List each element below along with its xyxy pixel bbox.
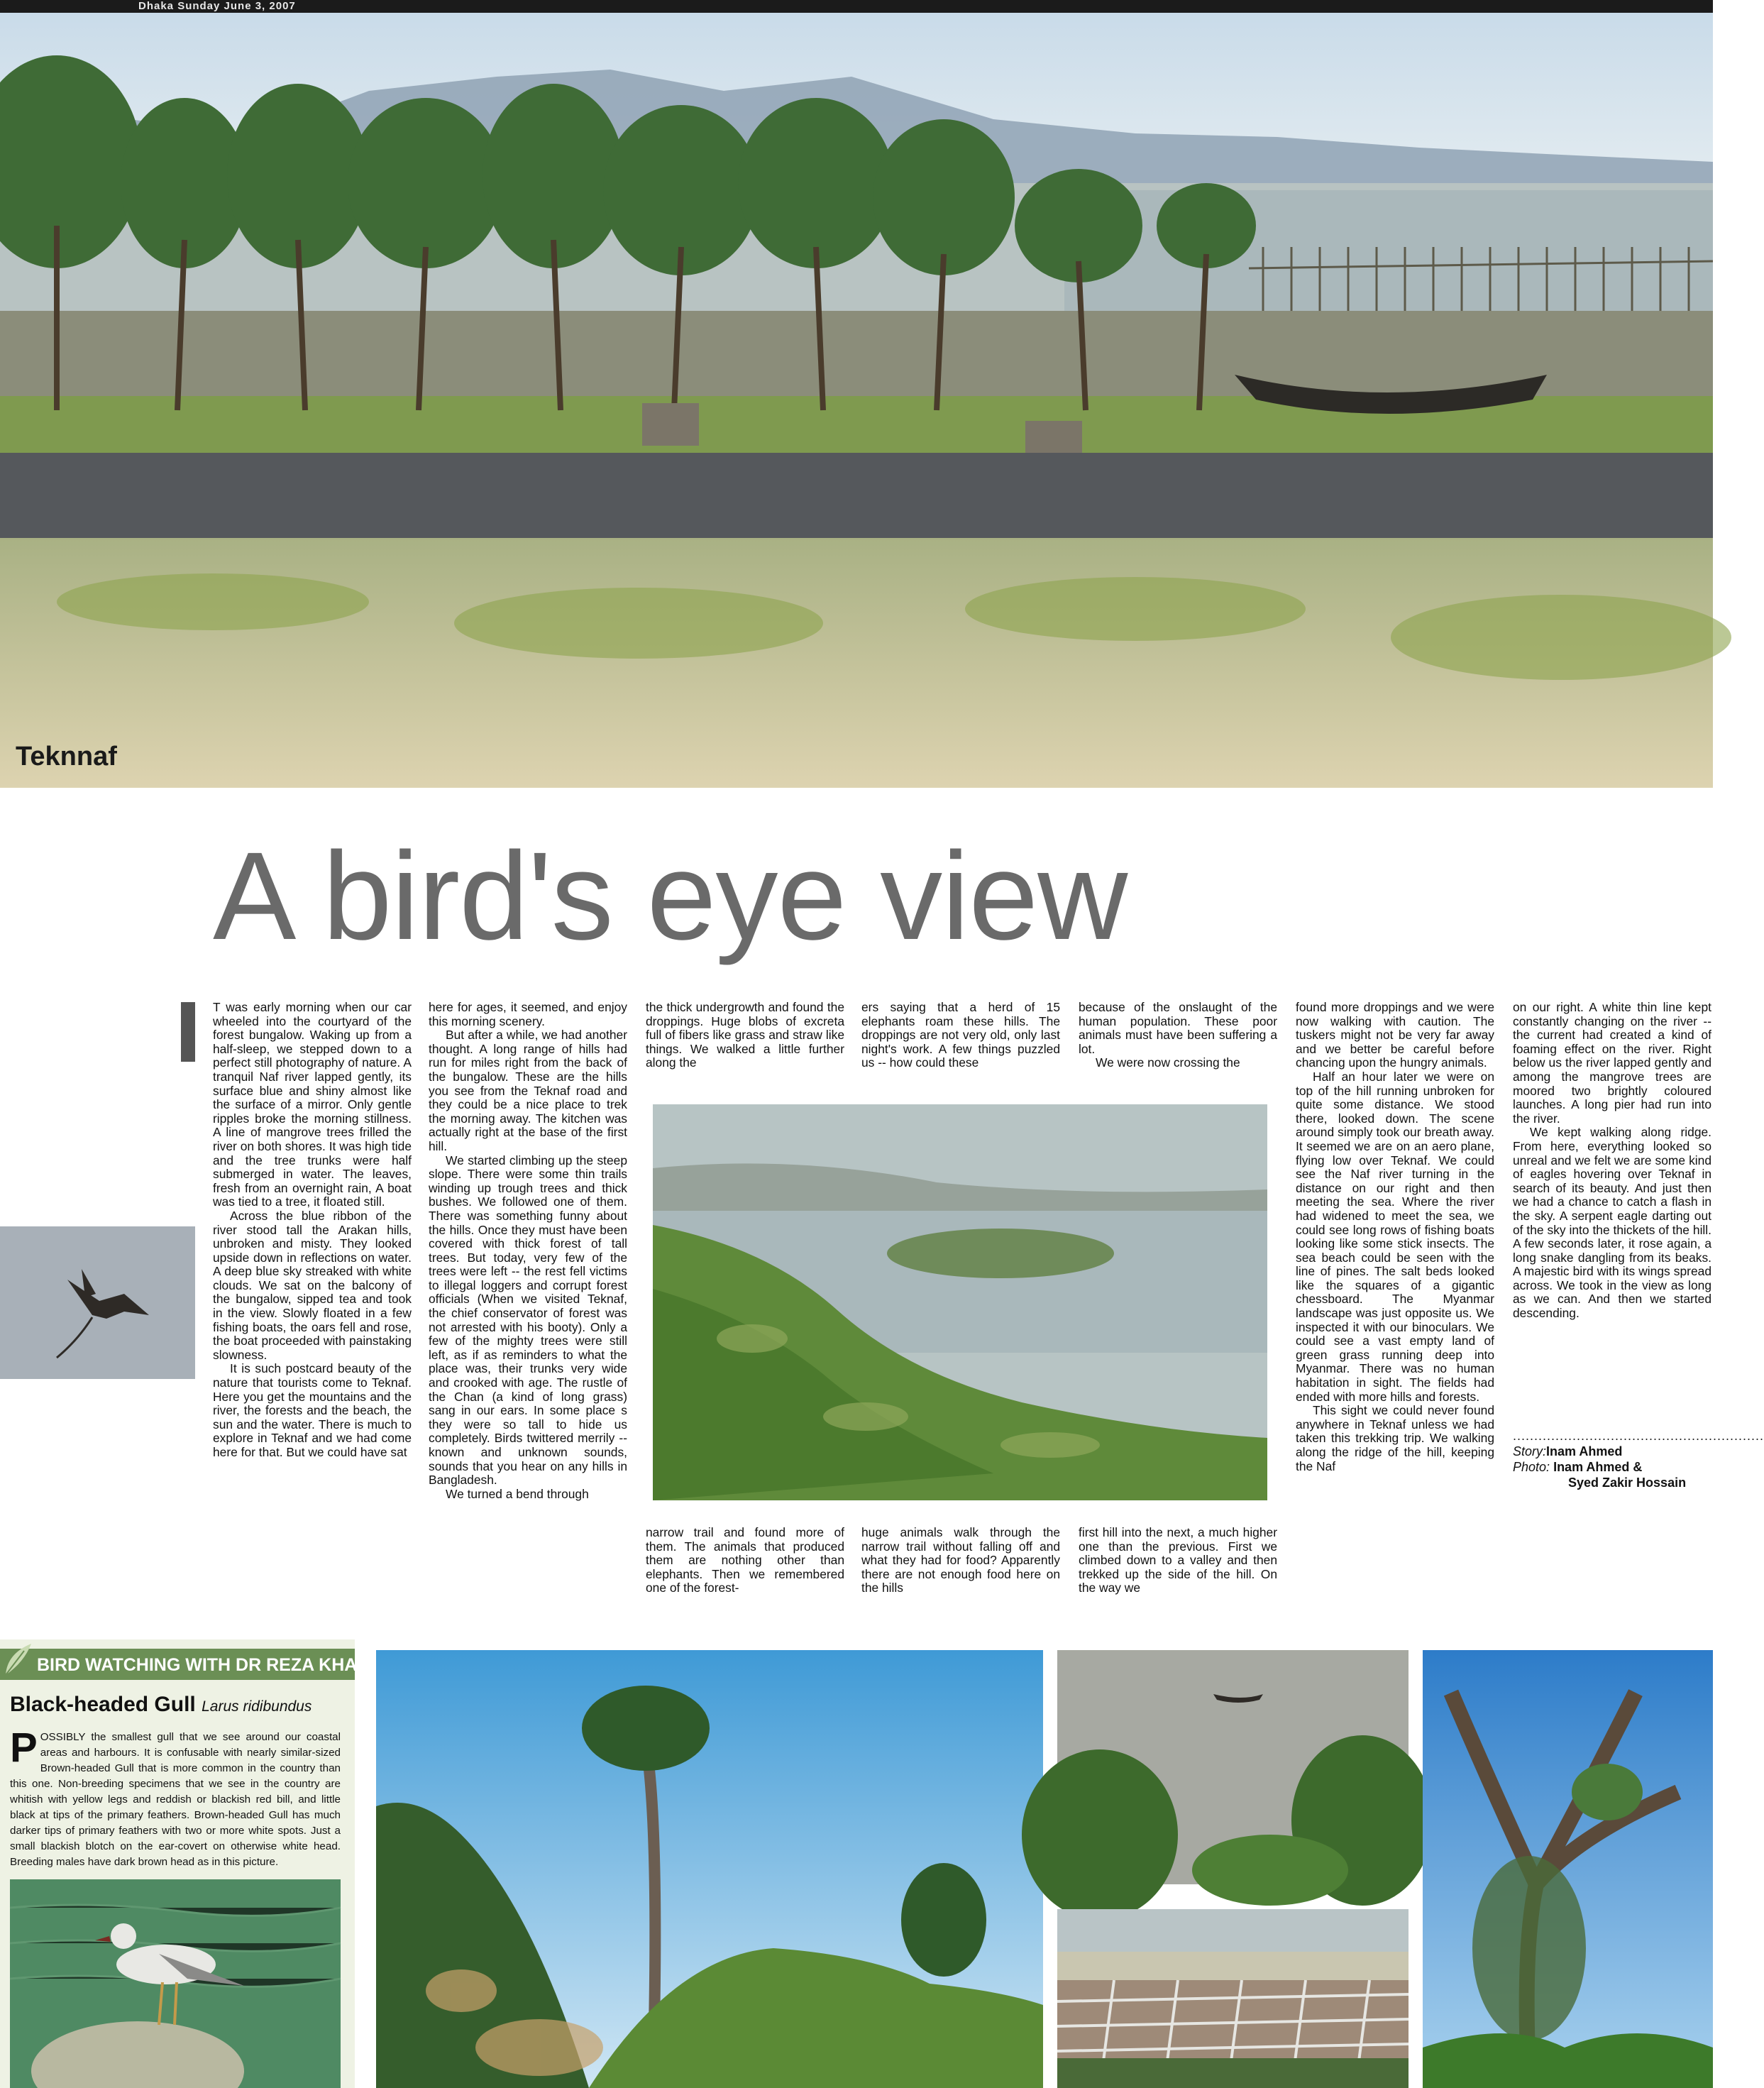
story-label: Story: bbox=[1513, 1444, 1547, 1458]
article-paragraph: Across the blue ribbon of the river stood tall the Arakan hills, unbroken and misty. They looked upside down in reflections on water. A deep blue sky streaked with white clouds. We sat on the balcony of the bungalow, sipped tea and took in the view. Slowly floated in a few fishing boats, the oars fell and rose, the boat proceeded with painstaking slowness. bbox=[213, 1208, 412, 1362]
bird-description-text: OSSIBLY the smallest gull that we see around our coastal areas and harbours. It is confusable with nearly similar-sized Brown-headed Gull that is more common in the country than this one. Non-breeding specimens that we see in the country are whitish with yellow legs and reddish or blackish red bill, and little black at tips of the primary feathers. Brown-headed Gull has much darker tips of primary feathers with two or more white spots. Just a small blackish blotch on the ear-covert on otherwise white head. Breeding males have dark brown head as in this picture. bbox=[10, 1731, 341, 1868]
dateline: Dhaka Sunday June 3, 2007 bbox=[138, 0, 296, 12]
serpent-eagle-photo bbox=[0, 1226, 195, 1379]
river-view-photo bbox=[653, 1104, 1267, 1500]
article-column-7 bbox=[1513, 1001, 1711, 1321]
article-paragraph: Half an hour later we were on top of the hill running unbroken for quite some distance. We stood there, looked down. The scene around simply took our breath away. It seemed we are on an aero plane, flying low over Teknaf. We could see the Naf river turning in the distance on our right and then meeting the sea. Where the river had widened to meet the sea, we could see long rows of fishing boats looking like some stick insects. The sea beach could be seen with the line of pines. The salt beds looked like the squares of a gigantic chessboard. The Myanmar landscape was just opposite us. We inspected it with our binoculars. We could see a vast empty land of green grass running deep into Myanmar. There was no human habitation in sight. The fields had ended with more hills and forests. bbox=[1296, 1069, 1494, 1404]
salt-beds-icon bbox=[1057, 1909, 1409, 2088]
bird-description bbox=[10, 1725, 341, 1870]
gull-photo bbox=[10, 1879, 341, 2088]
article-column-5 bbox=[1079, 1001, 1277, 1070]
article-column-3-lower bbox=[646, 1526, 844, 1595]
article-paragraph: on our right. A white thin line kept constantly changing on the river -- the current had created a kind of foaming effect on the river. Right below us the river lapped gently and among the mangrove trees are moored two brightly coloured launches. A long pier had run into the river. bbox=[1513, 1000, 1711, 1126]
bird-title bbox=[10, 1693, 312, 1717]
eagle-icon bbox=[0, 1226, 195, 1379]
river-photo-icon bbox=[653, 1104, 1267, 1500]
tall-tree-hill-photo bbox=[376, 1650, 1043, 2088]
hero-photo bbox=[0, 13, 1713, 788]
drop-cap-i bbox=[181, 1002, 195, 1062]
river-boat-photo bbox=[1057, 1650, 1409, 1884]
article-paragraph: But after a while, we had another thought. A long range of hills had run for miles right from the back of the bungalow. These are the hills you see from the Teknaf road and they could be a nice place to trek the morning away. The kitchen was actually right at the base of the first hill. bbox=[429, 1028, 627, 1153]
gull-icon bbox=[10, 1879, 341, 2088]
article-paragraph: first hill into the next, a much higher one than the previous. First we climbed down to a valley and then trekked up the side of the hill. On the way we bbox=[1079, 1525, 1277, 1595]
bird-drop-cap: P bbox=[10, 1725, 38, 1771]
bird-common-name: Black-headed Gull bbox=[10, 1693, 196, 1716]
article-column-2 bbox=[429, 1001, 627, 1501]
story-author: Inam Ahmed bbox=[1546, 1444, 1623, 1458]
bird-watching-header-text: BIRD WATCHING WITH DR REZA KHAN bbox=[37, 1655, 370, 1675]
byline-separator: ........................................................... bbox=[1513, 1429, 1764, 1443]
photo-author-1: Inam Ahmed & bbox=[1553, 1460, 1643, 1474]
photo-label: Photo: bbox=[1513, 1460, 1550, 1474]
article-paragraph: It is such postcard beauty of the nature that tourists come to Teknaf. Here you get the mountains and the river, the forests and the beach, the sun and the water. There is much to explore in Teknaf and we had come here for that. But we could have sat bbox=[213, 1361, 412, 1459]
tree-photo-icon bbox=[1423, 1650, 1713, 2088]
article-column-5-lower bbox=[1079, 1526, 1277, 1595]
old-tree-photo bbox=[1423, 1650, 1713, 2088]
article-paragraph: found more droppings and we were now walking with caution. The tuskers might not be very far away and we better be careful before chancing upon the hungry animals. bbox=[1296, 1000, 1494, 1070]
hero-caption: Teknnaf bbox=[16, 742, 117, 771]
article-paragraph: here for ages, it seemed, and enjoy this morning scenery. bbox=[429, 1000, 627, 1028]
article-paragraph: T was early morning when our car wheeled into the courtyard of the forest bungalow. Waking up from a half-sleep, we stepped down to a perfect still photography of nature. A tranquil Naf river lapped gently, its surface blue and shiny almost like the surface of a mirror. Only gentle ripples broke the morning stillness. A line of mangrove trees frilled the river on both shores. It was high tide and the tree trunks were half submerged in water. The leaves, fresh from an overnight rain, A boat was tied to a tree, it floated still. bbox=[213, 1000, 412, 1209]
article-paragraph: the thick undergrowth and found the droppings. Huge blobs of excreta full of fibers like grass and straw like things. We walked a little further along the bbox=[646, 1000, 844, 1070]
article-paragraph: We kept walking along ridge. From here, everything looked so unreal and we felt we are some kind of eagles hovering over Teknaf in search of its beauty. And just then we had a chance to catch a flash in the sky. A serpent eagle darting out of the sky into the thickets of the hill. A few seconds later, it rose again, a long snake dangling from its beaks. A majestic bird with its wings spread across. We took in the view as long as we can. And then we started descending. bbox=[1513, 1125, 1711, 1321]
article-paragraph: narrow trail and found more of them. The animals that produced them are nothing other than elephants. Then we remembered one of the forest- bbox=[646, 1525, 844, 1595]
article-paragraph: because of the onslaught of the human population. These poor animals must have been suffering a lot. bbox=[1079, 1000, 1277, 1056]
article-column-4-lower bbox=[861, 1526, 1060, 1595]
article-column-3 bbox=[646, 1001, 844, 1070]
article-headline: A bird's eye view bbox=[213, 827, 1128, 966]
article-paragraph: ers saying that a herd of 15 elephants roam these hills. The droppings are not very old, only last night's work. A few things puzzled us -- how could these bbox=[861, 1000, 1060, 1070]
landscape-photo-icon bbox=[0, 13, 1713, 788]
article-paragraph: This sight we could never found anywhere in Teknaf unless we had taken this trekking trip. We walking along the ridge of the hill, keeping the Naf bbox=[1296, 1403, 1494, 1473]
article-paragraph: We were now crossing the bbox=[1096, 1055, 1240, 1070]
article-paragraph: We turned a bend through bbox=[446, 1486, 589, 1501]
byline bbox=[1513, 1428, 1764, 1490]
forest-photo-icon bbox=[376, 1650, 1043, 2088]
article-column-1 bbox=[213, 1001, 412, 1460]
photo-author-2: Syed Zakir Hossain bbox=[1568, 1476, 1687, 1490]
article-paragraph: huge animals walk through the narrow trail without falling off and what they had for food? Apparently there are not enough food here on the hills bbox=[861, 1525, 1060, 1595]
boat-photo-icon bbox=[1057, 1650, 1409, 1884]
salt-beds-photo bbox=[1057, 1909, 1409, 2088]
article-column-4 bbox=[861, 1001, 1060, 1070]
article-column-6 bbox=[1296, 1001, 1494, 1473]
leaf-icon bbox=[3, 1641, 34, 1678]
bird-latin-name: Larus ridibundus bbox=[202, 1698, 312, 1715]
article-paragraph: We started climbing up the steep slope. There were some thin trails winding up trough trees and thick bushes. We followed one of them. There was something funny about the hills. Once they must have been covered with thick forest of tall trees. But today, very few of the trees were left -- the rest fell victims to illegal loggers and corrupt forest officials (When we visited Teknaf, the chief conservator of forest was not arrested with his booty). Only a few of the mighty trees were still left, as if as reminders to what the place was, their trunks very wide and crooked with age. The rustle of the Chan (a kind of long grass) sang in our ears. In some place s they were so tall to hide us completely. Birds twittered merrily -- known and unknown sounds, sounds that you hear on any hills in Bangladesh. bbox=[429, 1153, 627, 1488]
